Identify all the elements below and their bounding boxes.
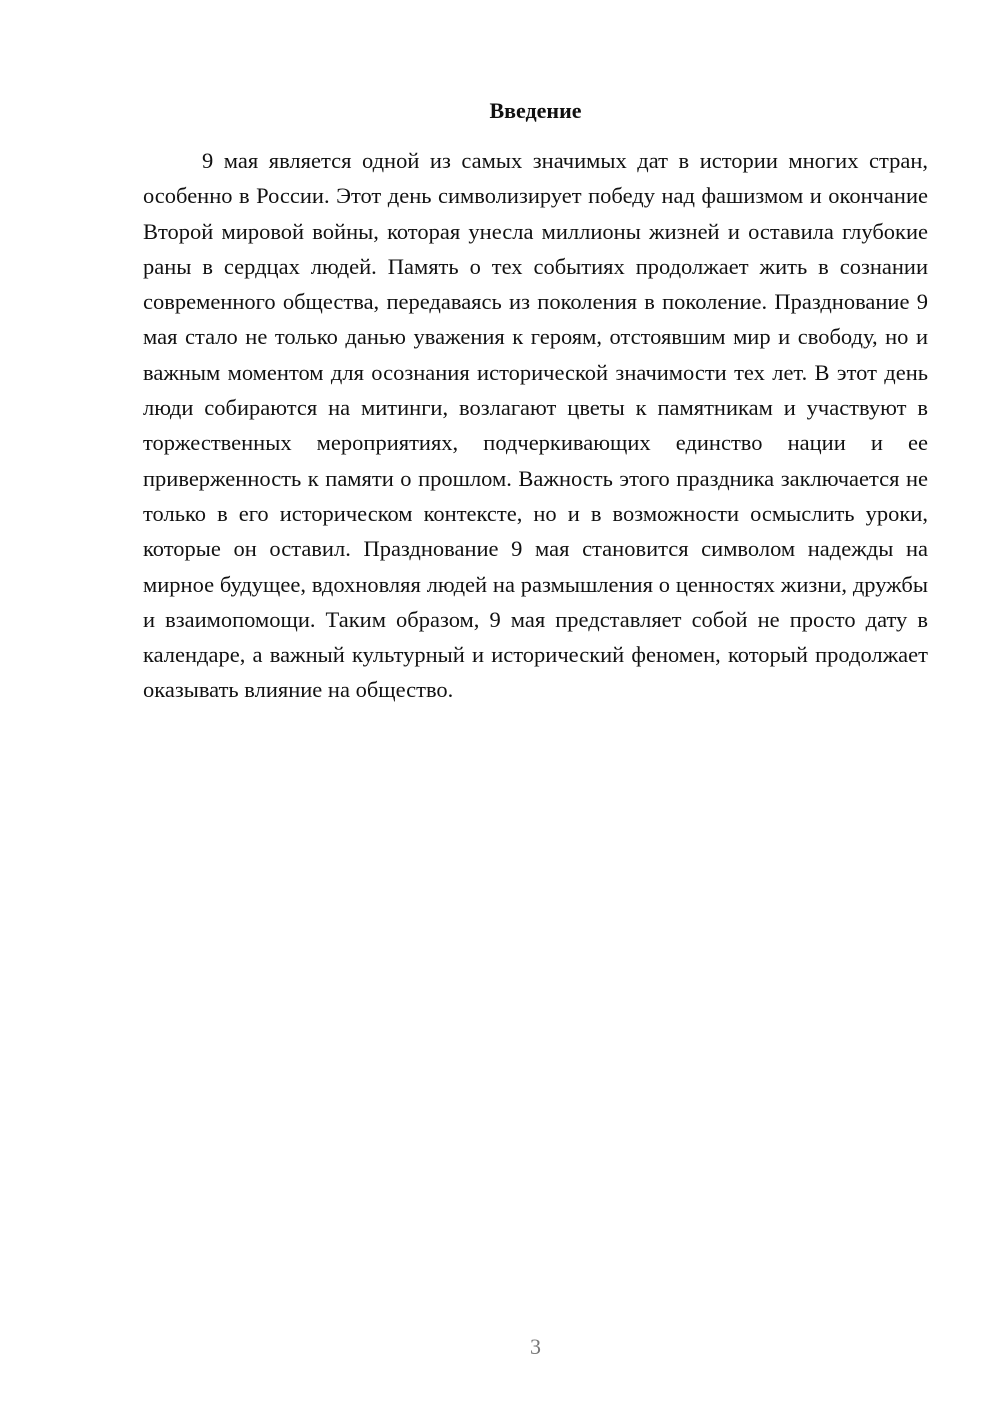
page-number: 3 [530,1334,541,1359]
section-title: Введение [489,98,582,123]
body-paragraph: 9 мая является одной из самых значимых дат в истории многих стран, особенно в России. Этот день символизирует победу над фашизмом и окончание Второй мировой войны, которая унесла миллионы жизней и оставила глубокие раны в сердцах людей. Память о тех событиях продолжает жить в сознании современного общества, передаваясь из поколения в поколение. Празднование 9 мая стало не только данью уважения к героям, отстоявшим мир и свободу, но и важным моментом для осознания исторической значимости тех лет. В этот день люди собираются на митинги, возлагают цветы к памятникам и участвуют в торжественных мероприятиях, подчеркивающих единство нации и ее приверженность к памяти о прошлом. Важность этого праздника заключается не только в его историческом контексте, но и в возможности осмыслить уроки, которые он оставил. Празднование 9 мая становится символом надежды на мирное будущее, вдохновляя людей на размышления о ценностях жизни, дружбы и взаимопомощи. Таким образом, 9 мая представляет собой не просто дату в календаре, а важный культурный и исторический феномен, который продолжает оказывать влияние на общество. [143,148,928,703]
